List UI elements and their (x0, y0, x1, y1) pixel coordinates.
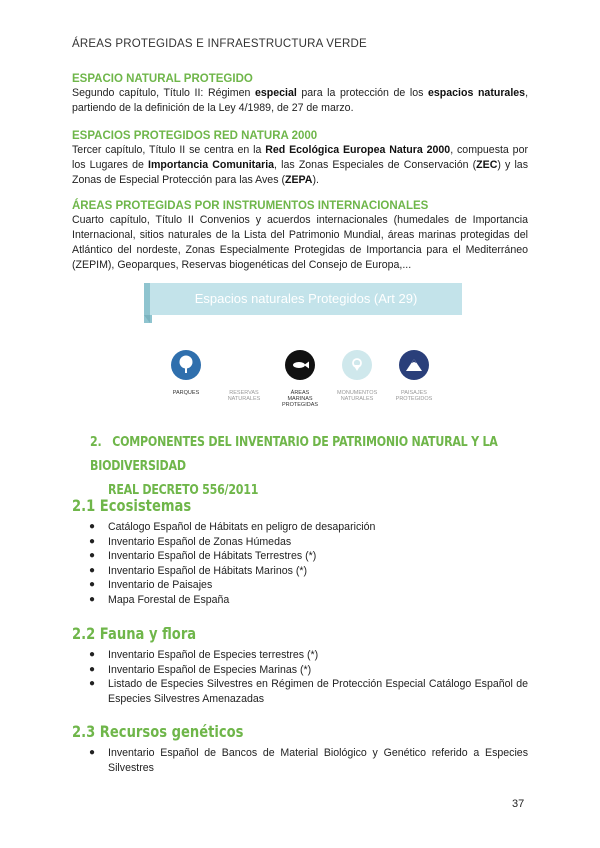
icon-monumentos (327, 350, 387, 402)
section-2-heading-line1: 2. COMPONENTES DEL INVENTARIO DE PATRIMONIO NATURAL Y LA BIODIVERSIDAD (90, 434, 498, 474)
list-item: ● Inventario Español de Hábitats Marinos (*) (89, 564, 308, 577)
list-item: ● Listado de Especies Silvestres en Régimen de Protección Especial Catálogo Español de Especies Silvestres Amenazadas (89, 678, 528, 705)
list-item: ● Inventario Español de Especies terrestres (*) (89, 649, 319, 661)
icon-areas-marinas (270, 350, 330, 408)
icon-label: RESERVAS NATURALES (227, 390, 261, 402)
intro-paragraph: Tercer capítulo, Título II se centra en la Red Ecológica Europea Natura 2000, compuesta por los Lugares de Importancia Comunitaria, las Zonas Especiales de Conservación (ZEC) y las Zonas de Especial Protección para las Aves (ZEPA). (72, 144, 528, 186)
intro-paragraph: Segundo capítulo, Título II: Régimen especial para la protección de los espacios naturales, partiendo de la definición de la Ley 4/1989, de 27 de marzo. (72, 87, 529, 114)
protected-spaces-banner: Espacios naturales Protegidos (Art 29) (150, 283, 462, 315)
intro-heading: ESPACIOS PROTEGIDOS RED NATURA 2000 (72, 130, 318, 142)
map-pin-icon (342, 350, 372, 380)
list-fauna-flora (72, 648, 528, 706)
icon-label: PAISAJES PROTEGIDOS (395, 390, 433, 402)
list-item: ● Catálogo Español de Hábitats en peligro de desaparición (89, 521, 376, 533)
section-2-heading (90, 430, 516, 502)
fish-icon (285, 350, 315, 380)
intro-section-red-natura (72, 129, 528, 188)
tree-icon (171, 350, 201, 380)
subsection-heading-fauna-flora: 2.2 Fauna y flora (72, 624, 197, 643)
list-item: ● Inventario Español de Bancos de Material Biológico y Genético referido a Especies Silvestres (89, 747, 528, 774)
section-2-heading-line2: REAL DECRETO 556/2011 (108, 482, 259, 498)
mountain-icon (399, 350, 429, 380)
list-item: ● Inventario Español de Zonas Húmedas (89, 535, 292, 548)
list-item: ● Mapa Forestal de España (89, 593, 230, 606)
icon-paisajes (384, 350, 444, 402)
intro-paragraph: Cuarto capítulo, Título II Convenios y acuerdos internacionales (humedales de Importancia Internacional, sitios naturales de la Lista del Patrimonio Mundial, áreas marinas protegidas del Atlántico del nordeste, Zonas Especialmente Protegidas de Importancia para el Mediterráneo (ZEPIM), Geoparques, Reservas biogenéticas del Consejo de Europa,... (72, 214, 528, 271)
list-item: ● Inventario de Paisajes (89, 579, 213, 592)
subsection-heading-ecosistemas: 2.1 Ecosistemas (72, 496, 192, 515)
icon-label: MONUMENTOS NATURALES (337, 390, 378, 402)
reserve-icon (229, 350, 259, 380)
list-item: ● Inventario Español de Especies Marinas (*) (89, 663, 312, 676)
icon-parques (156, 350, 216, 396)
list-recursos-geneticos (72, 746, 528, 775)
running-header: ÁREAS PROTEGIDAS E INFRAESTRUCTURA VERDE (72, 38, 367, 50)
intro-section-instrumentos-internacionales (72, 199, 528, 273)
list-ecosistemas (72, 520, 528, 608)
list-item: ● Inventario Español de Hábitats Terrestres (*) (89, 550, 317, 563)
intro-section-espacio-natural (72, 72, 528, 116)
icon-label: PARQUES (172, 390, 200, 396)
subsection-heading-recursos-geneticos: 2.3 Recursos genéticos (72, 722, 244, 741)
intro-heading: ESPACIO NATURAL PROTEGIDO (72, 73, 253, 85)
icon-reservas (214, 350, 274, 402)
page-number: 37 (512, 798, 525, 810)
banner-fold-shadow (144, 315, 150, 323)
icon-label: ÁREAS MARINAS PROTEGIDAS (281, 390, 319, 408)
intro-heading: ÁREAS PROTEGIDAS POR INSTRUMENTOS INTERNACIONALES (72, 200, 429, 212)
